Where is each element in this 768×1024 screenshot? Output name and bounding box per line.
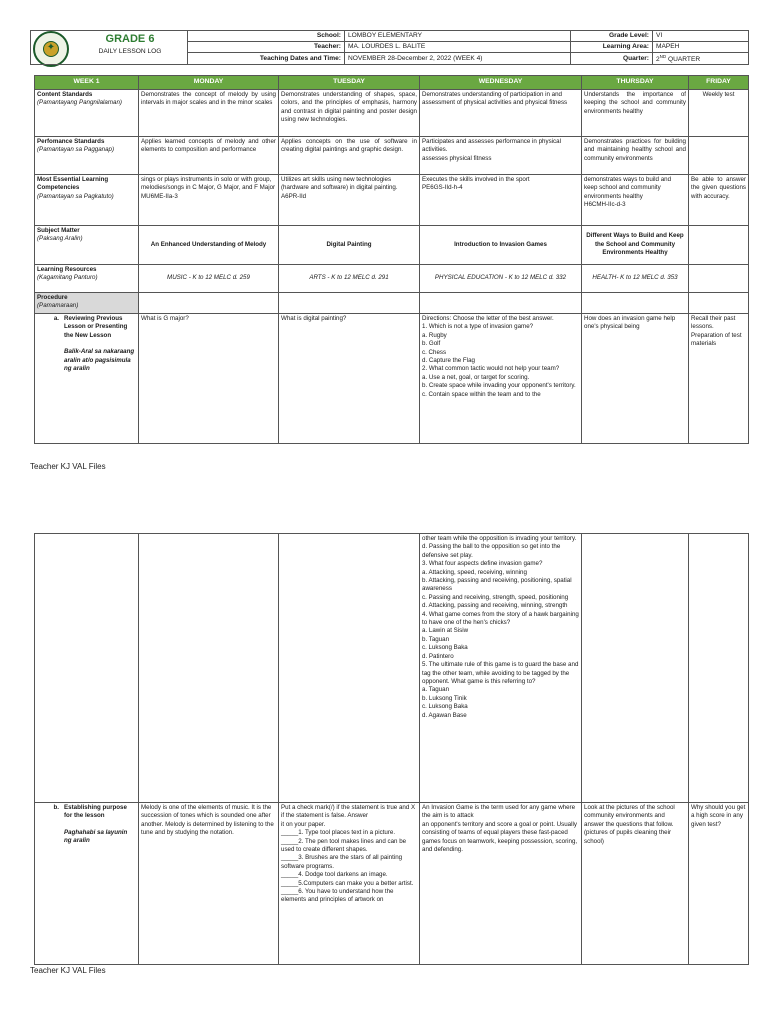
teacher-value: MA. LOURDES L. BALITE xyxy=(345,42,571,53)
dates-value: NOVEMBER 28-December 2, 2022 (WEEK 4) xyxy=(345,53,571,65)
grade-box xyxy=(31,31,188,65)
cell-wednesday xyxy=(420,293,582,314)
cell-wednesday: Demonstrates understanding of participation in and assessment of physical activities and physical fitness xyxy=(420,90,582,137)
row-label: Content Standards (Pamantayang Pangnilalaman) xyxy=(35,90,139,137)
establishing-purpose-row xyxy=(35,803,749,965)
melc-row xyxy=(35,175,749,226)
page-footer: Teacher KJ VAL Files xyxy=(30,966,106,975)
cell-monday xyxy=(139,534,279,803)
reviewing-row-continued xyxy=(35,534,749,803)
cell-tuesday: Digital Painting xyxy=(279,226,420,265)
grade-level-value: VI xyxy=(653,31,749,42)
quarter-label: Quarter: xyxy=(571,53,653,65)
deped-seal-icon: ✦ xyxy=(33,31,69,67)
cell-wednesday: Executes the skills involved in the sport PE6GS-IId-h-4 xyxy=(420,175,582,226)
cell-monday: Demonstrates the concept of melody by using intervals in major scales and in the minor scales xyxy=(139,90,279,137)
row-label: a. Reviewing Previous Lesson or Presenting the New Lesson Balik-Aral sa nakaraang aralin at/o pagsisimula ng aralin xyxy=(35,314,139,444)
cell-friday xyxy=(689,137,749,175)
cell-thursday: demonstrates ways to build and keep school and community environments healthy H6CMH-IIc-d-3 xyxy=(582,175,689,226)
grade-title: GRADE 6 xyxy=(105,33,155,45)
cell-wednesday: PHYSICAL EDUCATION - K to 12 MELC d. 332 xyxy=(420,265,582,293)
week-header-row xyxy=(35,76,749,90)
learning-resources-row xyxy=(35,265,749,293)
learning-area-value: MAPEH xyxy=(653,42,749,53)
cell-tuesday: Applies concepts on the use of software in creating digital paintings and graphic design. xyxy=(279,137,420,175)
cell-friday: Why should you get a high score in any given test? xyxy=(689,803,749,965)
cell-tuesday: What is digital painting? xyxy=(279,314,420,444)
cell-monday xyxy=(139,293,279,314)
cell-friday xyxy=(689,293,749,314)
cell-friday xyxy=(689,534,749,803)
subject-matter-row xyxy=(35,226,749,265)
cell-friday: Weekly test xyxy=(689,90,749,137)
cell-wednesday: other team while the opposition is invading your territory. d. Passing the ball to the opposition so get into the defensive set play. 3. What four aspects define invasion game? a. Attacking, speed, receiving, winning b. Attacking, passing and receiving, positioning, spatial awareness c. Passing and receiving, strength, speed, positioning d. Attacking, passing and receiving, winning, strength 4. What game comes from the story of a hawk bargaining to have one of the hen's chicks? a. Lawin at Sisiw b. Taguan c. Luksong Baka d. Patintero 5. The ultimate rule of this game is to guard the base and tag the other team, while avoiding to be tagged by the opponent. What game is this referring to? a. Taguan b. Luksong Tinik c. Luksong Baka d. Agawan Base xyxy=(420,534,582,803)
cell-wednesday: Participates and assesses performance in physical activities. assesses physical fitness xyxy=(420,137,582,175)
cell-thursday: Understands the importance of keeping the school and community environments healthy xyxy=(582,90,689,137)
cell-friday: Recall their past lessons. Preparation of test materials xyxy=(689,314,749,444)
cell-monday: Melody is one of the elements of music. It is the succession of tones which is sounded one after another. Melody is determined by listening to the tune and by studying the notation. xyxy=(139,803,279,965)
cell-tuesday: ARTS - K to 12 MELC d. 291 xyxy=(279,265,420,293)
content-standards-row xyxy=(35,90,749,137)
grade-level-label: Grade Level: xyxy=(571,31,653,42)
school-value: LOMBOY ELEMENTARY xyxy=(345,31,571,42)
log-title: DAILY LESSON LOG xyxy=(98,48,162,55)
week-header-week: WEEK 1 xyxy=(35,76,139,90)
cell-friday xyxy=(689,265,749,293)
cell-monday: What is G major? xyxy=(139,314,279,444)
cell-tuesday: Put a check mark(/) if the statement is true and X if the statement is false. Answer it on your paper. _____1. Type tool places text in a picture. _____2. The pen tool makes lines and can be used to create different shapes. _____3. Brushes are the stars of all painting software programs. _____4. Dodge tool darkens an image. _____5.Computers can make you a better artist. _____6. You have to understand how the elements and principles of artwork on xyxy=(279,803,420,965)
row-label: Most Essential Learning Competencies (Pamantayan sa Pagkatuto) xyxy=(35,175,139,226)
learning-area-label: Learning Area: xyxy=(571,42,653,53)
row-label: Perfomance Standards (Pamantayan sa Pagganap) xyxy=(35,137,139,175)
cell-monday: MUSIC - K to 12 MELC d. 259 xyxy=(139,265,279,293)
cell-tuesday: Demonstrates understanding of shapes, space, colors, and the principles of emphasis, harmony and contrast in digital painting and poster design using new technologies. xyxy=(279,90,420,137)
cell-monday: An Enhanced Understanding of Melody xyxy=(139,226,279,265)
week-header-thursday: THURSDAY xyxy=(582,76,689,90)
week-header-wednesday: WEDNESDAY xyxy=(420,76,582,90)
week-header-monday: MONDAY xyxy=(139,76,279,90)
cell-monday: Applies learned concepts of melody and other elements to composition and performance xyxy=(139,137,279,175)
cell-wednesday: Introduction to Invasion Games xyxy=(420,226,582,265)
cell-wednesday: Directions: Choose the letter of the best answer. 1. Which is not a type of invasion game? a. Rugby b. Golf c. Chess d. Capture the Flag 2. What common tactic would not help your team? a. Use a net, goal, or target for scoring. b. Create space while invading your opponent's territory. c. Contain space within the team and to the xyxy=(420,314,582,444)
school-label: School: xyxy=(188,31,345,42)
quarter-value: 2ND QUARTER xyxy=(653,53,749,65)
cell-friday xyxy=(689,226,749,265)
reviewing-row xyxy=(35,314,749,444)
lesson-header-table xyxy=(30,30,749,65)
cell-thursday: Different Ways to Build and Keep the School and Community Environments Healthy xyxy=(582,226,689,265)
cell-tuesday xyxy=(279,534,420,803)
row-label: b. Establishing purpose for the lesson Paghahabi sa layunin ng aralin xyxy=(35,803,139,965)
dates-label: Teaching Dates and Time: xyxy=(188,53,345,65)
lesson-log-table-continued xyxy=(34,533,749,965)
cell-monday: sings or plays instruments in solo or with group, melodies/songs in C Major, G Major, and F Major MU6ME-IIa-3 xyxy=(139,175,279,226)
cell-wednesday: An Invasion Game is the term used for any game where the aim is to attack an opponent's territory and score a goal or point. Usually consisting of teams of equal players these fast-paced games focus on teamwork, keeping possession, scoring, and defending. xyxy=(420,803,582,965)
page-footer: Teacher KJ VAL Files xyxy=(30,462,106,471)
performance-standards-row xyxy=(35,137,749,175)
row-label: Procedure (Pamamaraan) xyxy=(35,293,139,314)
cell-tuesday: Utilizes art skills using new technologies (hardware and software) in digital painting. A6PR-IId xyxy=(279,175,420,226)
row-label: Subject Matter (Paksang Aralin) xyxy=(35,226,139,265)
procedure-row xyxy=(35,293,749,314)
cell-thursday xyxy=(582,293,689,314)
row-label xyxy=(35,534,139,803)
week-header-tuesday: TUESDAY xyxy=(279,76,420,90)
cell-thursday: How does an invasion game help one's physical being xyxy=(582,314,689,444)
lesson-log-table xyxy=(34,75,749,444)
cell-thursday: HEALTH- K to 12 MELC d. 353 xyxy=(582,265,689,293)
cell-thursday: Demonstrates practices for building and maintaining healthy school and community environments xyxy=(582,137,689,175)
cell-tuesday xyxy=(279,293,420,314)
cell-thursday xyxy=(582,534,689,803)
cell-friday: Be able to answer the given questions with accuracy. xyxy=(689,175,749,226)
cell-thursday: Look at the pictures of the school community environments and answer the questions that follow. (pictures of pupils cleaning their school) xyxy=(582,803,689,965)
teacher-label: Teacher: xyxy=(188,42,345,53)
row-label: Learning Resources (Kagamitang Panturo) xyxy=(35,265,139,293)
week-header-friday: FRIDAY xyxy=(689,76,749,90)
